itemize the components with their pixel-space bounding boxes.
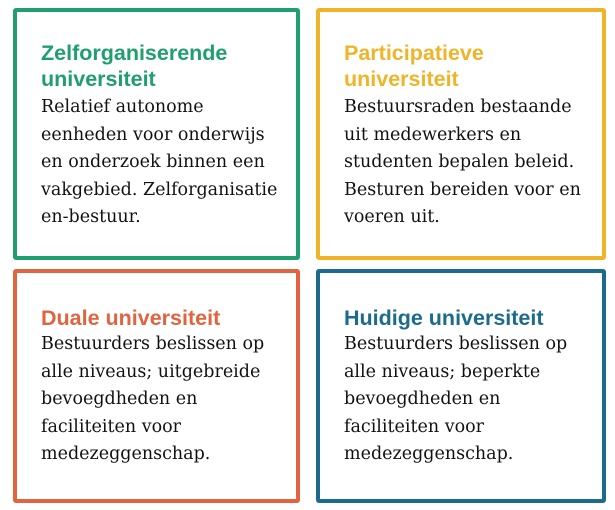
card-title-line: Huidige universiteit [344,306,544,330]
card-title-line: Duale universiteit [41,306,221,330]
card-body-line: Bestuurders beslissen op [41,334,265,354]
card-body-line: en onderzoek binnen een [41,152,265,172]
card-body-line: bevoegdheden en [344,389,501,409]
card-body [41,331,286,469]
card-body-line: faciliteiten voor [41,416,182,437]
card-body-line: Besturen bereiden voor en [344,179,581,200]
card-title [41,40,227,92]
card-body-line: voeren uit. [344,207,440,227]
card-body-line: uit medewerkers en [344,124,522,145]
card-body [344,331,592,469]
card-body-line: studenten bepalen beleid. [344,152,575,172]
card-body-line: bevoegdheden en [41,389,198,409]
card-body-line: eenheden voor onderwijs [41,124,265,145]
card-zelforganiserende-universiteit [13,8,300,260]
card-body-line: alle niveaus; beperkte [344,361,541,382]
card-body [344,94,592,232]
card-body-line: Bestuursraden bestaande [344,97,572,117]
card-body-line: Bestuurders beslissen op [344,334,568,354]
card-body-line: Relatief autonome [41,97,204,117]
card-body-line: faciliteiten voor [344,416,485,437]
card-title-line: universiteit [344,67,459,91]
card-title-line: universiteit [41,67,156,91]
card-body [41,94,286,232]
card-body-line: medezeggenschap. [344,444,514,464]
card-title [344,305,544,331]
card-title [344,40,484,92]
card-body-line: en-bestuur. [41,207,141,227]
card-participatieve-universiteit [316,8,606,260]
card-body-line: vakgebied. Zelforganisatie [41,179,278,200]
card-duale-universiteit [13,269,300,503]
card-body-line: medezeggenschap. [41,444,211,464]
card-title-line: Zelforganiserende [41,41,228,65]
card-body-line: alle niveaus; uitgebreide [41,361,261,382]
card-title [41,305,220,331]
card-huidige-universiteit [316,269,606,503]
card-title-line: Participatieve [344,41,484,65]
